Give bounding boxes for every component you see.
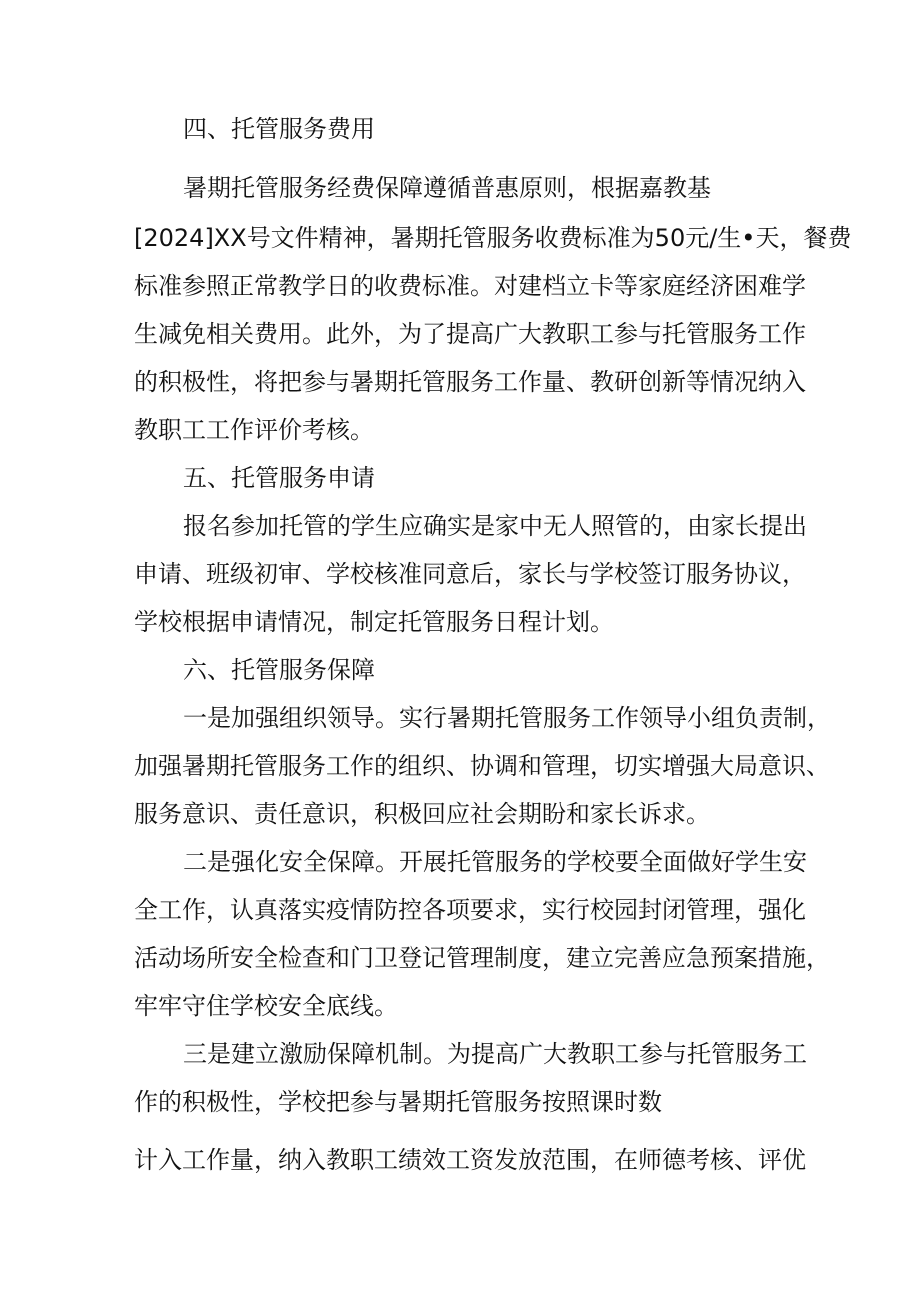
section-heading-fees: 四、托管服务费用 bbox=[183, 115, 375, 143]
paragraph-line: 计入工作量，纳入教职工绩效工资发放范围，在师德考核、评优 bbox=[134, 1146, 806, 1174]
section-heading-application: 五、托管服务申请 bbox=[183, 464, 375, 492]
paragraph-line: 教职工工作评价考核。 bbox=[134, 416, 374, 444]
paragraph-line: 的积极性，将把参与暑期托管服务工作量、教研创新等情况纳入 bbox=[134, 368, 806, 396]
paragraph-line: 加强暑期托管服务工作的组织、协调和管理，切实增强大局意识、 bbox=[134, 752, 830, 780]
paragraph-line: 活动场所安全检查和门卫登记管理制度，建立完善应急预案措施， bbox=[134, 944, 830, 972]
paragraph-line: 服务意识、责任意识，积极回应社会期盼和家长诉求。 bbox=[134, 800, 710, 828]
paragraph-line: 暑期托管服务经费保障遵循普惠原则，根据嘉教基 bbox=[183, 174, 711, 202]
paragraph-line: 一是加强组织领导。实行暑期托管服务工作领导小组负责制， bbox=[183, 704, 831, 732]
paragraph-line: [2024]XX号文件精神，暑期托管服务收费标准为50元/生•天，餐费 bbox=[134, 224, 852, 252]
paragraph-line: 全工作，认真落实疫情防控各项要求，实行校园封闭管理，强化 bbox=[134, 896, 806, 924]
paragraph-line: 申请、班级初审、学校核准同意后，家长与学校签订服务协议， bbox=[134, 560, 806, 588]
paragraph-line: 生减免相关费用。此外，为了提高广大教职工参与托管服务工作 bbox=[134, 320, 806, 348]
paragraph-line: 作的积极性，学校把参与暑期托管服务按照课时数 bbox=[134, 1088, 662, 1116]
paragraph-line: 三是建立激励保障机制。为提高广大教职工参与托管服务工 bbox=[183, 1040, 807, 1068]
paragraph-line: 报名参加托管的学生应确实是家中无人照管的，由家长提出 bbox=[183, 512, 807, 540]
paragraph-line: 学校根据申请情况，制定托管服务日程计划。 bbox=[134, 608, 614, 636]
paragraph-line: 二是强化安全保障。开展托管服务的学校要全面做好学生安 bbox=[183, 848, 807, 876]
paragraph-line: 标准参照正常教学日的收费标准。对建档立卡等家庭经济困难学 bbox=[134, 272, 806, 300]
paragraph-line: 牢牢守住学校安全底线。 bbox=[134, 992, 398, 1020]
section-heading-guarantee: 六、托管服务保障 bbox=[183, 656, 375, 684]
